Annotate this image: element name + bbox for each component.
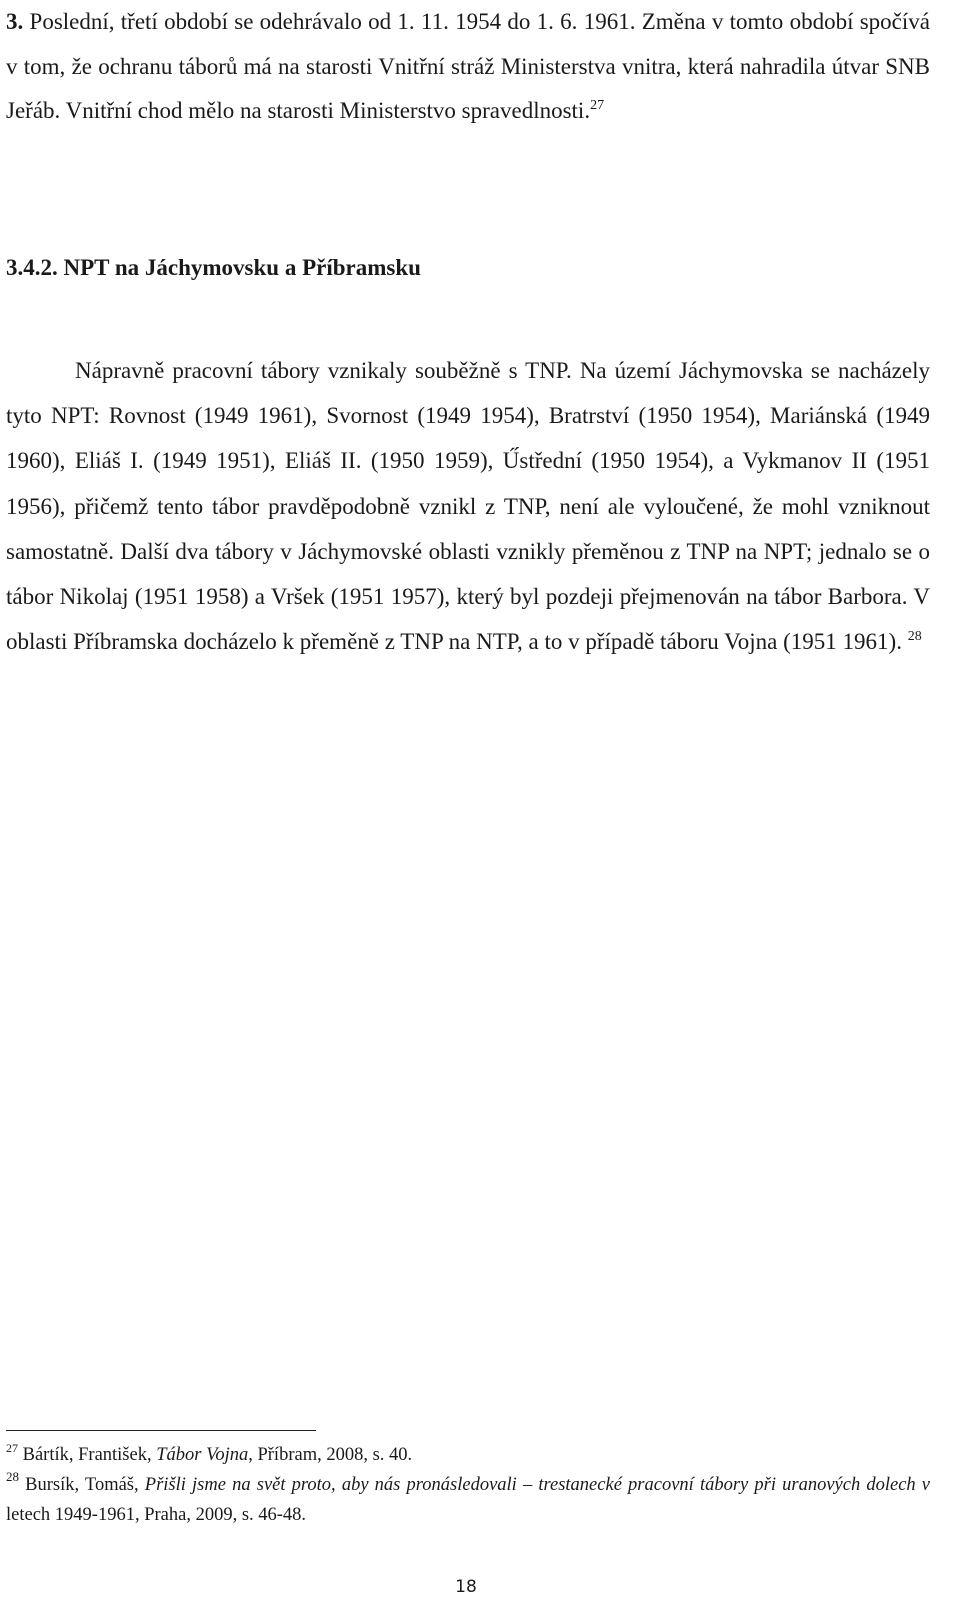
footnote-ref-27[interactable]: 27 [590, 98, 605, 113]
page-number: 18 [455, 1577, 477, 1597]
intro-text: Poslední, třetí období se odehrávalo od 1. 11. 1954 do 1. 6. 1961. Změna v tomto období spočívá v tom, že ochranu táborů má na starosti Vnitřní stráž Ministerstva vnitra, která nahradila útvar SNB Jeřáb. Vnitřní chod mělo na starosti Ministerstvo spravedlnosti. [6, 9, 930, 123]
intro-paragraph [6, 0, 930, 134]
footnote-title: na svět proto, aby nás pronásledovali – trestanecké pracovní tábory při uranových dolech v [225, 1475, 931, 1495]
footnote-marker: 27 [6, 1441, 18, 1455]
footnote-title: Přišli jsme [144, 1475, 226, 1495]
body-text: Nápravně pracovní tábory vznikaly souběžně s TNP. Na území Jáchymovska se nacházely tyto NPT: Rovnost (1949 1961), Svornost (1949 1954), Bratrství (1950 1954), Mariánská (1949 1960), Eliáš I. (1949 1951), Eliáš II. (1950 1959), Ú́střední (1950 1954), a Vykmanov II (1951 1956), přičemž tento tábor pravděpodobně vznikl z TNP, není ale vyloučené, že mohl vzniknout samostatně. Další dva tábory v Jáchymovské oblasti vznikly přeměnou z TNP na NPT; jednalo se o tábor Nikolaj (1951 1958) a Vršek (1951 1957), který byl pozdeji přejmenován na tábor Barbora. V oblasti Příbramska docházelo k přeměně z TNP na NTP, a to v případě táboru Vojna (1951 1961). [6, 358, 930, 655]
list-number: 3. [6, 9, 24, 34]
footnote-text: Bártík, František, [22, 1445, 157, 1465]
footnotes [6, 1440, 930, 1530]
footnote-text: Bursík, Tomáš, [25, 1475, 145, 1495]
footnote-28 [6, 1470, 930, 1530]
footnote-marker: 28 [6, 1469, 19, 1484]
footnote-separator [6, 1430, 316, 1431]
footnote-text: letech 1949-1961, Praha, 2009, s. 46-48. [6, 1505, 307, 1525]
footnote-27 [6, 1440, 930, 1470]
section-heading: 3.4.2. NPT na Jáchymovsku a Příbramsku [6, 255, 421, 280]
footnote-title: Tábor Vojna [156, 1445, 249, 1465]
footnote-ref-28[interactable]: 28 [907, 629, 922, 645]
footnote-text: , Příbram, 2008, s. 40. [248, 1445, 413, 1465]
body-paragraph [6, 348, 930, 664]
